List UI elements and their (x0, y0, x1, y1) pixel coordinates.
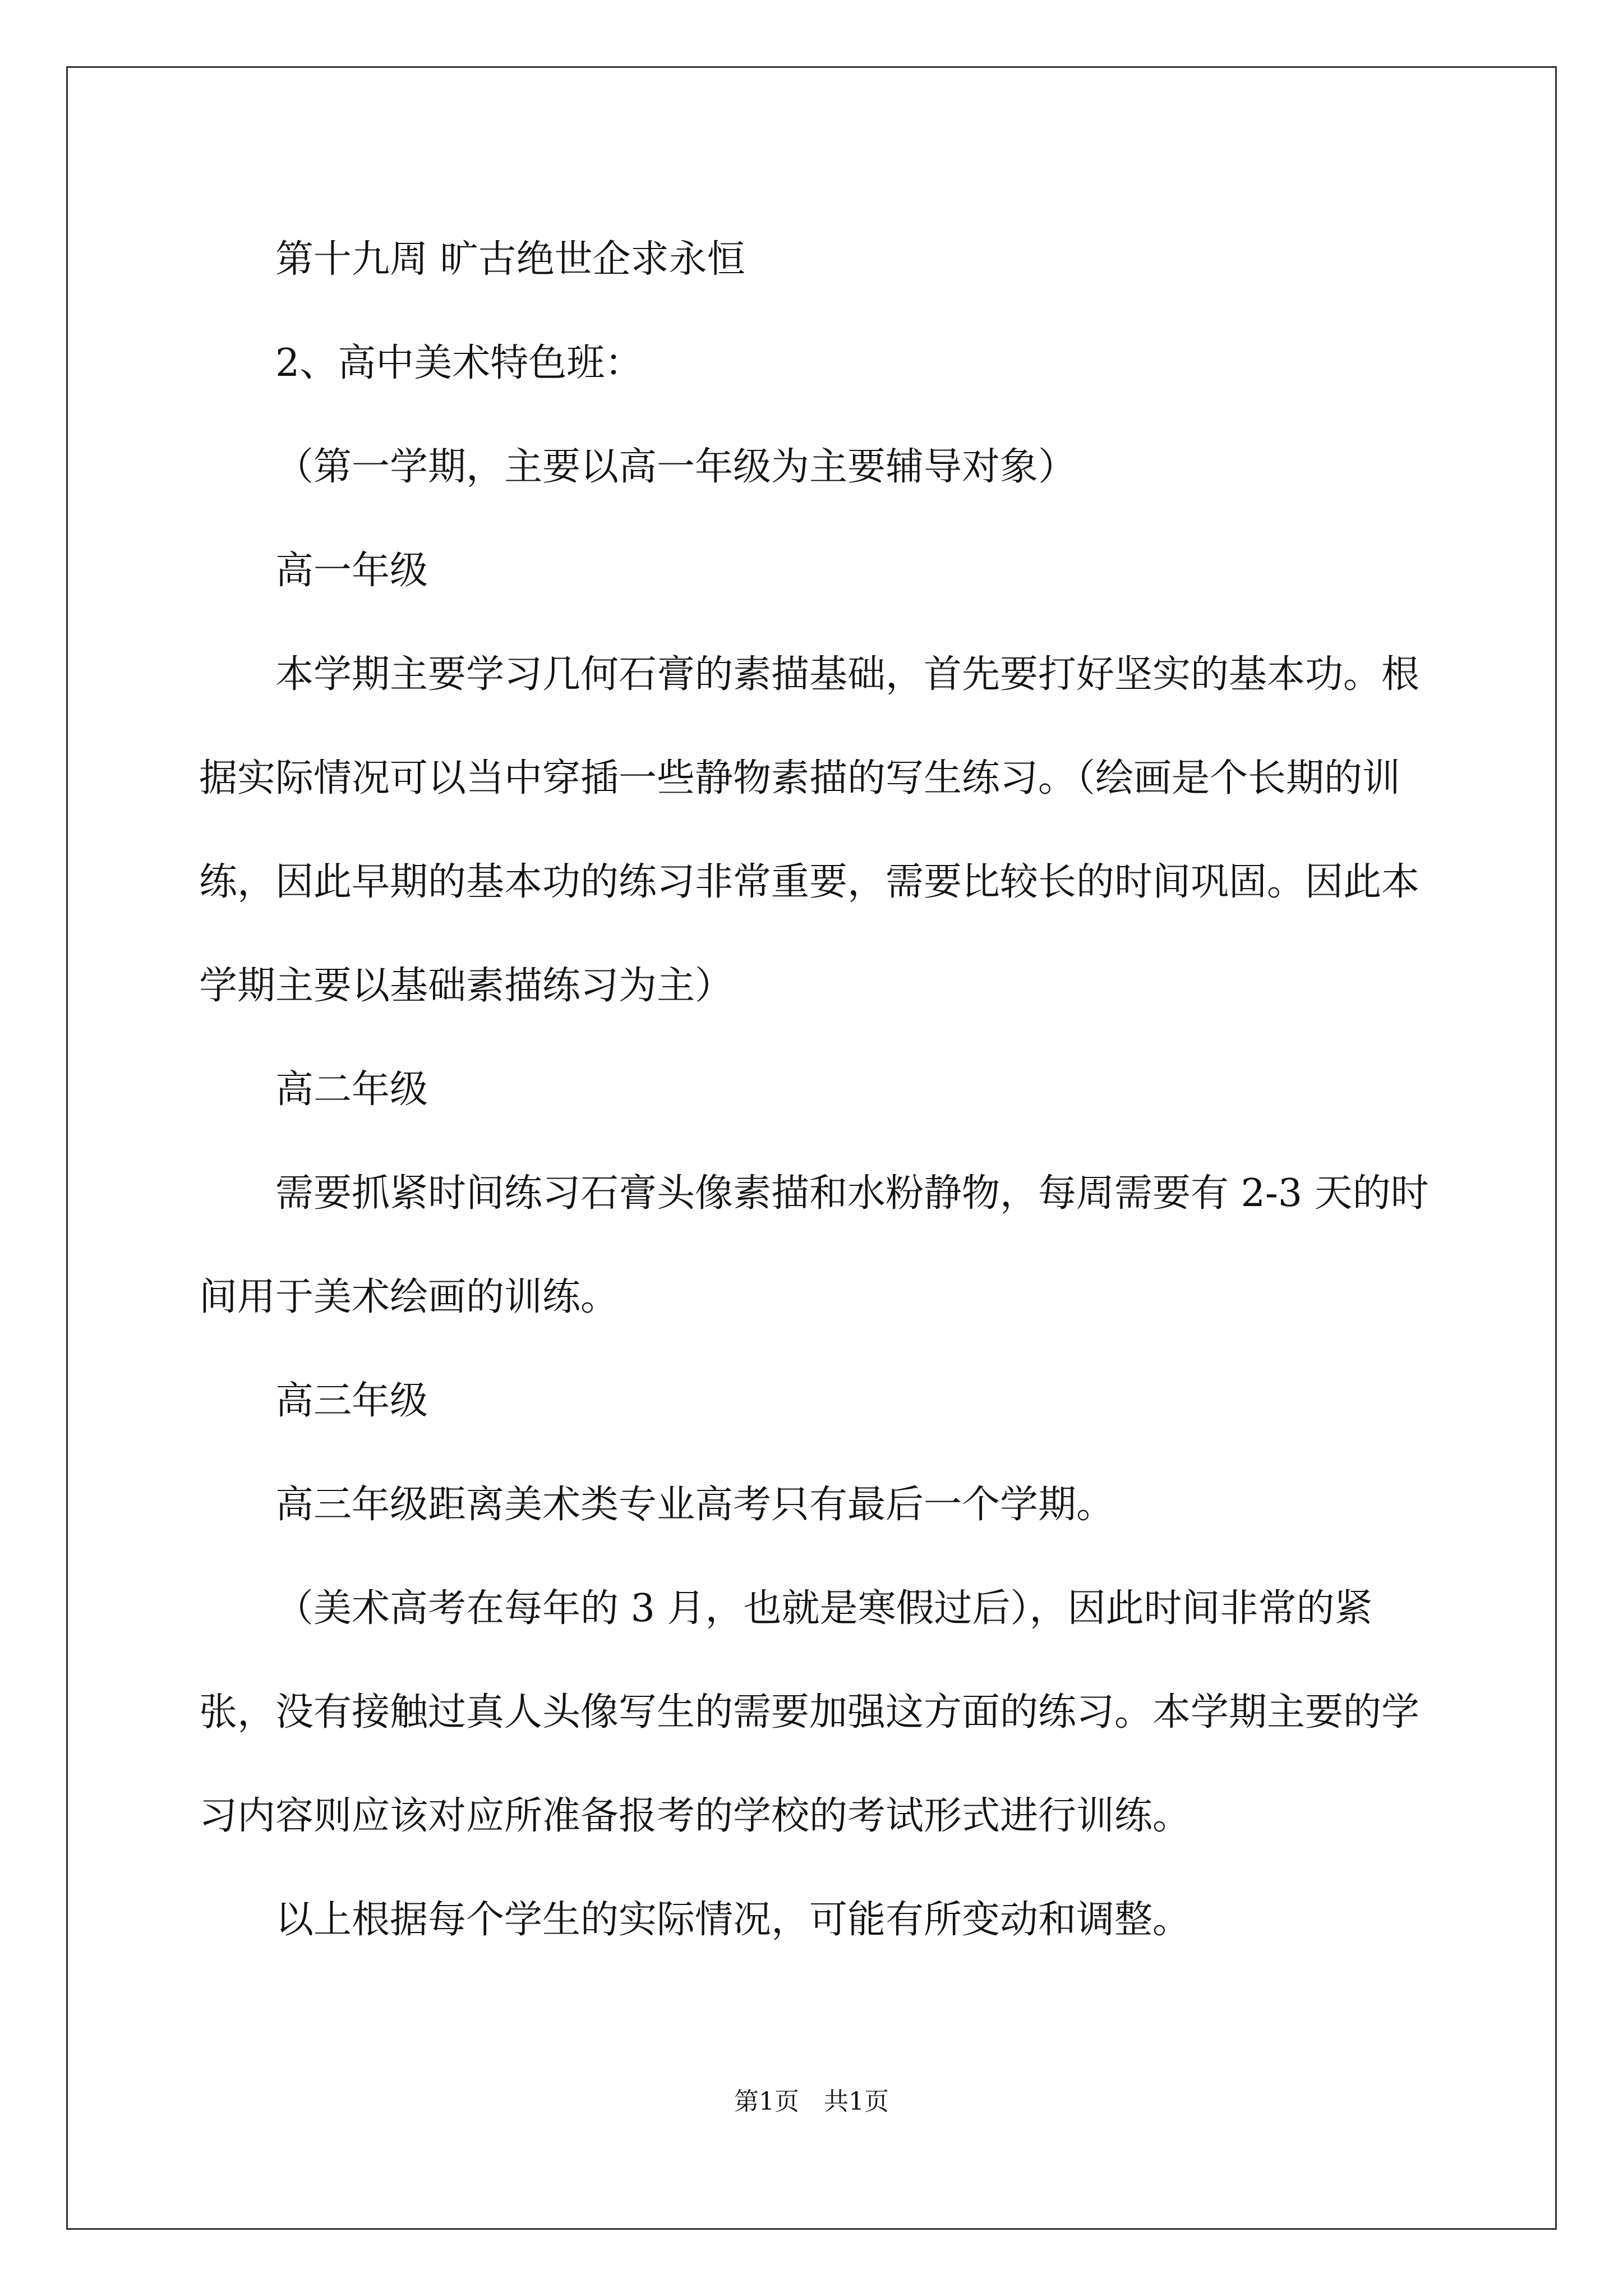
paragraph-grade3-heading: 高三年级 (275, 1379, 428, 1423)
paragraph-semester-note: （第一学期，主要以高一年级为主要辅导对象） (275, 445, 1077, 489)
paragraph-closing: 以上根据每个学生的实际情况，可能有所变动和调整。 (275, 1898, 1191, 1942)
paragraph-grade2-heading: 高二年级 (275, 1068, 428, 1112)
page-footer: 第1页 共1页 (734, 2087, 889, 2116)
paragraph-grade3-body-2: （美术高考在每年的 3 月，也就是寒假过后），因此时间非常的紧张，没有接触过真人头像写生的需要加强这方面的练习。本学期主要的学习内容则应该对应所准备报考的学校的考试形式进行训练。 (199, 1586, 1420, 1838)
document-body (199, 208, 1433, 1972)
paragraph-week19: 第十九周 旷古绝世企求永恒 (275, 237, 745, 282)
paragraph-grade1-body: 本学期主要学习几何石膏的素描基础，首先要打好坚实的基本功。根据实际情况可以当中穿插一些静物素描的写生练习。（绘画是个长期的训练，因此早期的基本功的练习非常重要，需要比较长的时间巩固。因此本学期主要以基础素描练习为主） (199, 652, 1420, 1008)
paragraph-section2-title: 2、高中美术特色班： (275, 341, 643, 385)
paragraph-grade2-body: 需要抓紧时间练习石膏头像素描和水粉静物，每周需要有 2-3 天的时间用于美术绘画的训练。 (199, 1171, 1429, 1319)
paragraph-grade1-heading: 高一年级 (275, 549, 428, 593)
paragraph-grade3-body-1: 高三年级距离美术类专业高考只有最后一个学期。 (275, 1483, 1115, 1527)
